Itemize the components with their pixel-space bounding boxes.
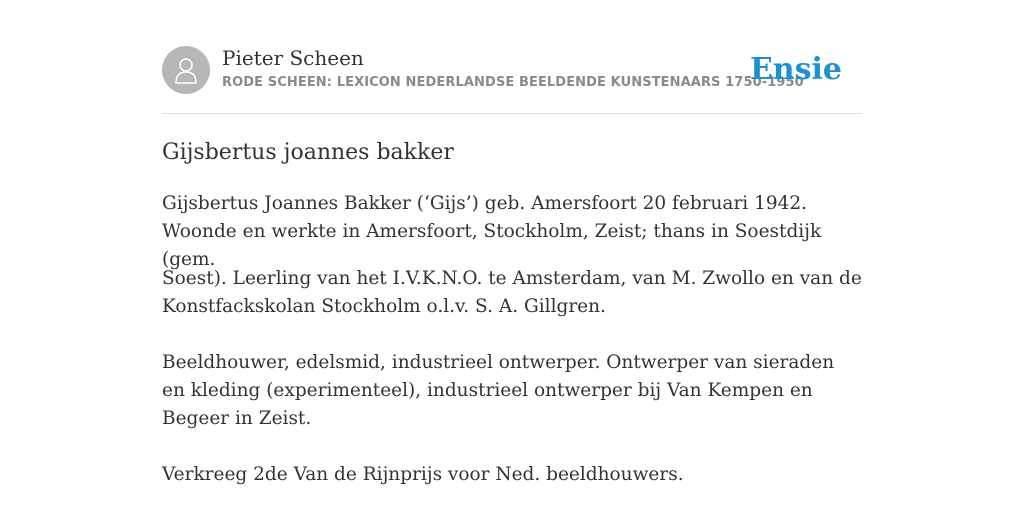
article-paragraph-1: Gijsbertus Joannes Bakker (‘Gijs’) geb. Amersfoort 20 februari 1942. Woonde en werkte in Amersfoort, Stockholm, Zeist; thans in Soestdijk (gem.: [162, 193, 822, 270]
ensie-logo[interactable]: Ensie: [749, 52, 842, 87]
header-divider: [162, 113, 862, 114]
avatar[interactable]: [162, 46, 210, 94]
author-header: [162, 46, 862, 96]
article-paragraph-2: Soest). Leerling van het I.V.K.N.O. te Amsterdam, van M. Zwollo en van de Konstfackskolan Stockholm o.l.v. S. A. Gillgren.: [162, 268, 862, 317]
user-icon: [174, 56, 198, 84]
author-name[interactable]: Pieter Scheen: [222, 46, 364, 70]
article-paragraph-3: Beeldhouwer, edelsmid, industrieel ontwerper. Ontwerper van sieraden en kleding (experimenteel), industrieel ontwerper bij Van Kempen en Begeer in Zeist.: [162, 352, 835, 429]
article-title: Gijsbertus joannes bakker: [162, 140, 454, 165]
source-title[interactable]: RODE SCHEEN: LEXICON NEDERLANDSE BEELDENDE KUNSTENAARS 1750-1950: [222, 75, 804, 90]
article-paragraph-4: Verkreeg 2de Van de Rijnprijs voor Ned. beeldhouwers.: [162, 464, 684, 485]
